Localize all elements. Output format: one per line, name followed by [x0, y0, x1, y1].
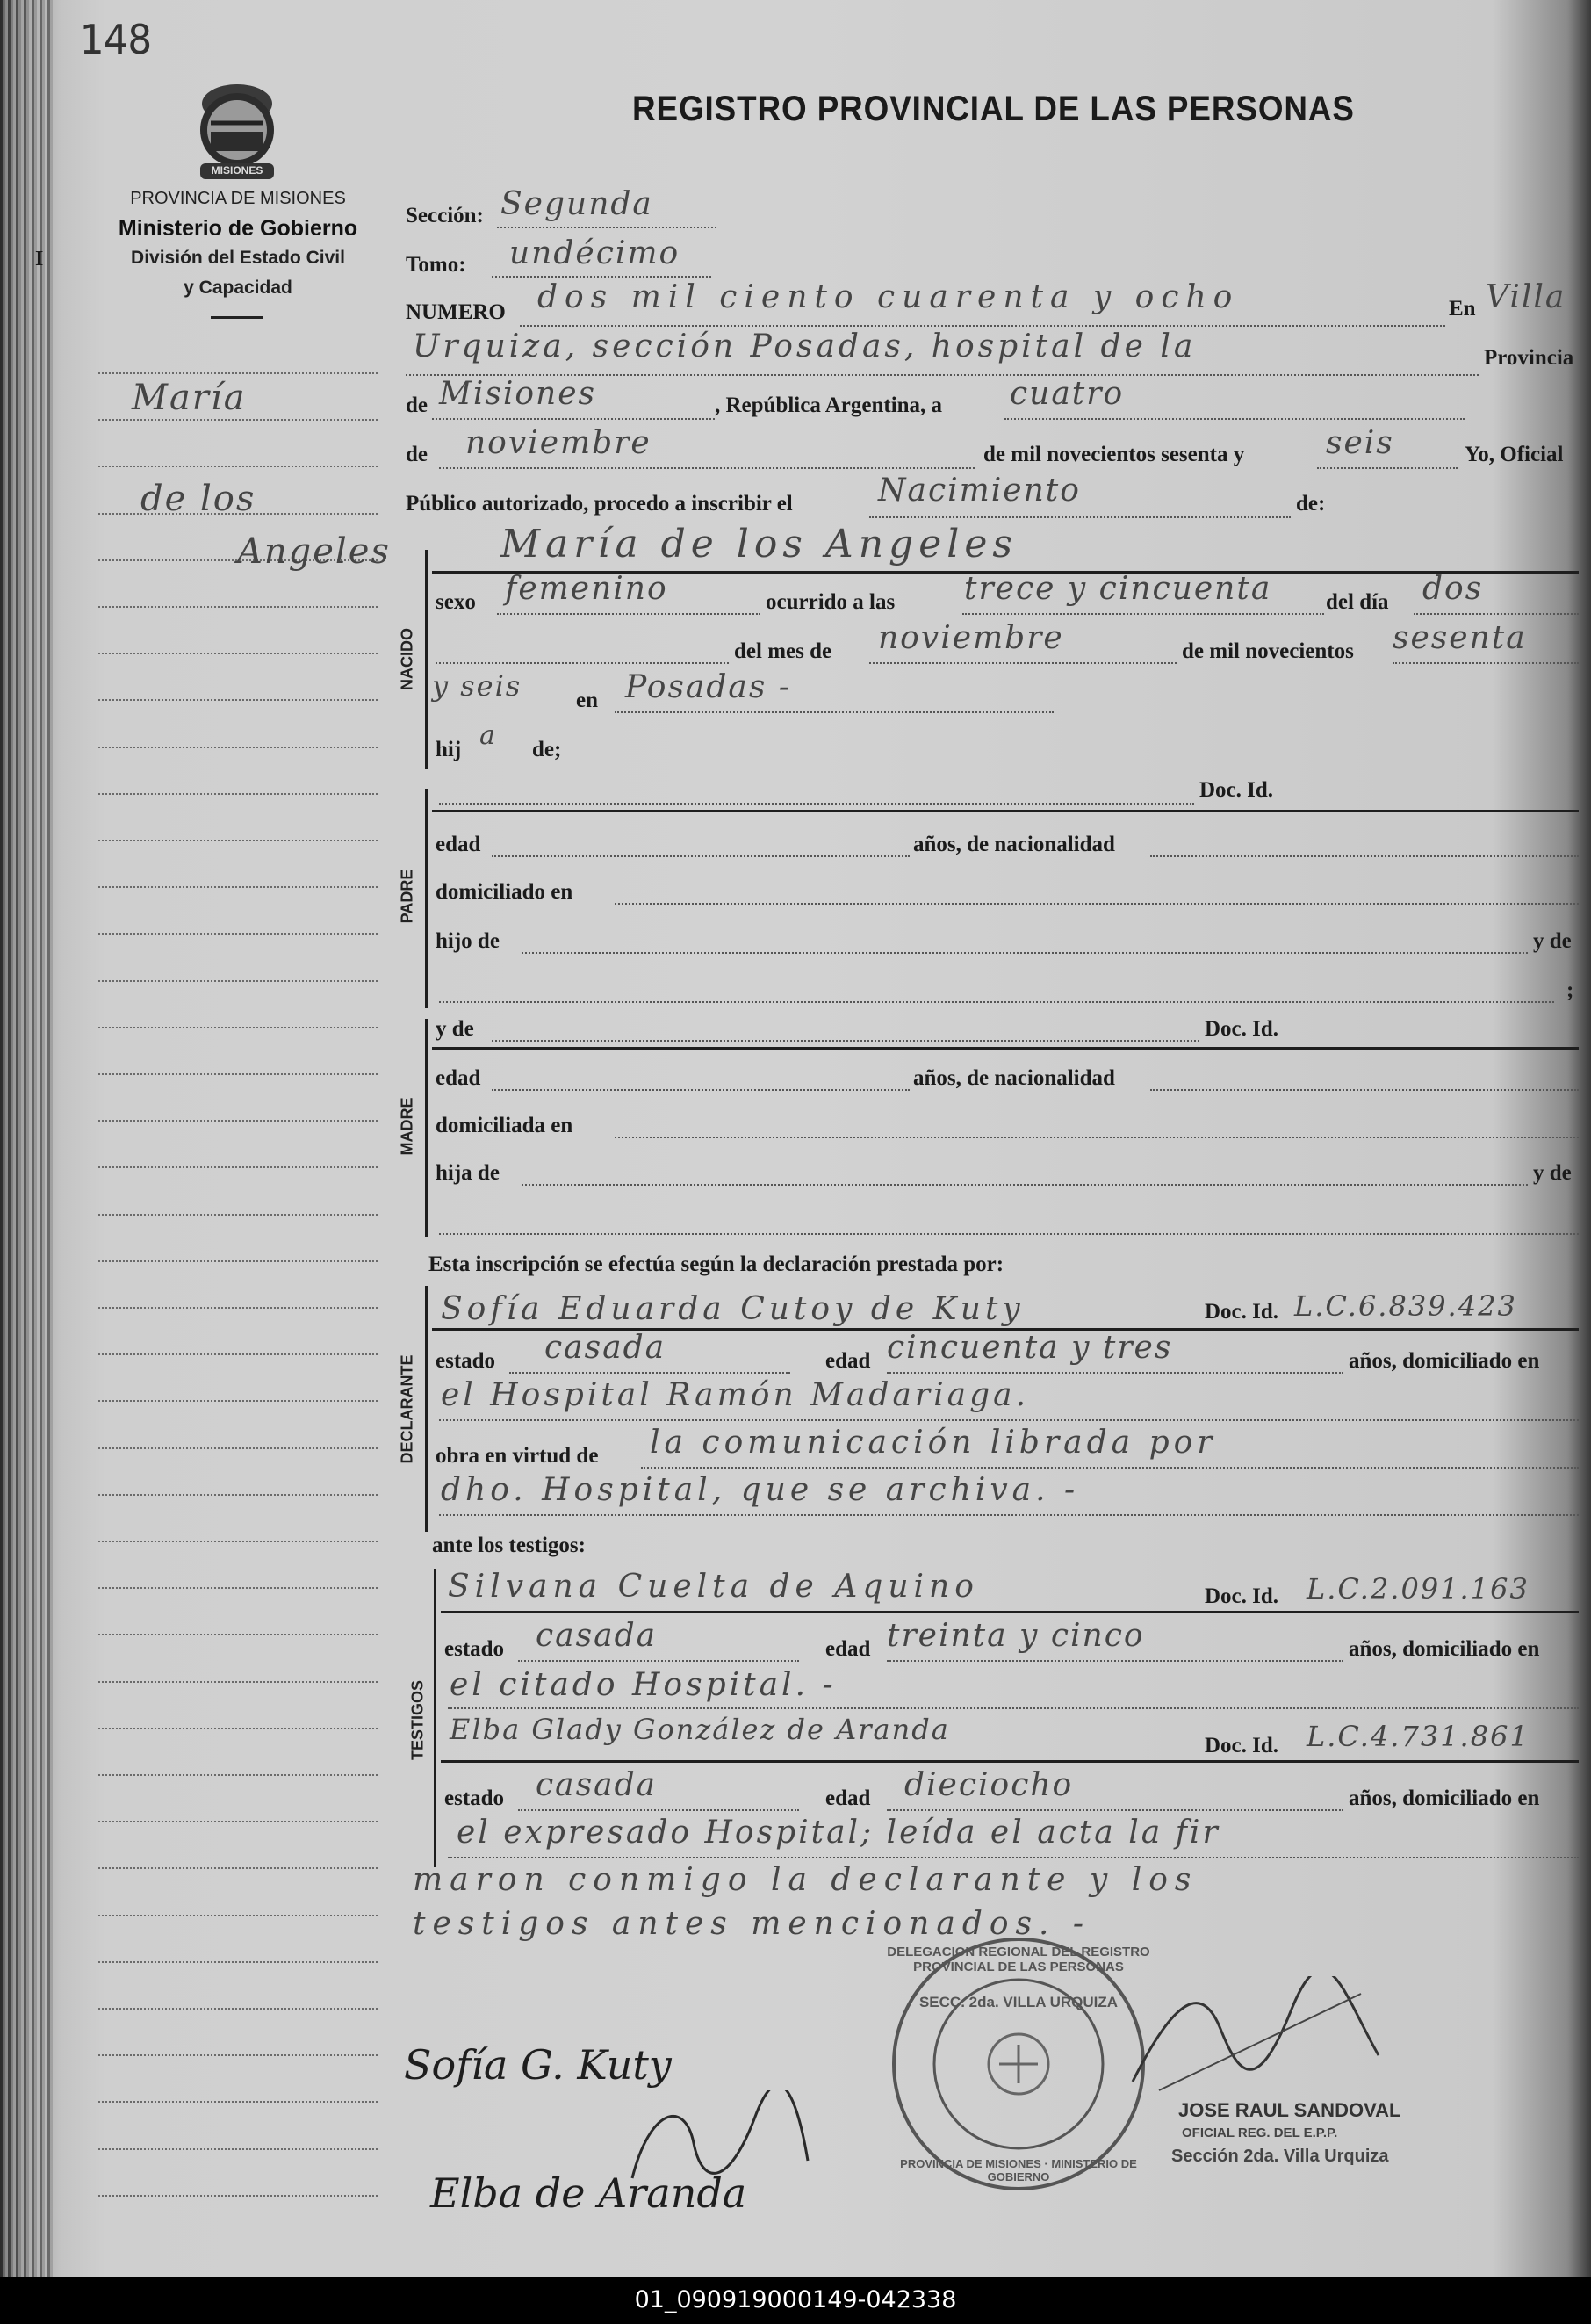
nombre-value: María de los Angeles: [500, 522, 1018, 567]
anio-nac2-value: y seis: [432, 669, 522, 703]
margin-ruled-line: [98, 1774, 378, 1776]
margin-ruled-line: [98, 2148, 378, 2150]
tomo-line: [492, 276, 711, 278]
declarante-rule: [425, 1286, 428, 1532]
testigo2-doc-label: Doc. Id.: [1205, 1734, 1279, 1757]
de2-label: de: [406, 443, 428, 466]
binding-edge: [0, 0, 54, 2277]
seal-label: MISIONES: [211, 164, 263, 177]
declarante-edad-label: edad: [825, 1349, 871, 1373]
madre-rule: [425, 1019, 428, 1237]
nacido-doc-label: Doc. Id.: [1199, 778, 1274, 802]
testigo1-dom-line: [448, 1707, 1579, 1709]
en2-label: en: [576, 689, 598, 712]
testigo2-nombre-value: Elba Glady González de Aranda: [450, 1713, 950, 1746]
division-label: División del Estado Civil: [131, 248, 345, 268]
acto-value: Nacimiento: [878, 473, 1081, 509]
province-label: PROVINCIA DE MISIONES: [130, 189, 346, 208]
de-semi-label: de;: [532, 738, 562, 761]
del-mes-label: del mes de: [734, 639, 832, 663]
obra-value-1: la comunicación librada por: [650, 1425, 1217, 1461]
madre-edad-line: [492, 1089, 910, 1091]
madre-name-line: [492, 1040, 1199, 1042]
acto-line: [869, 516, 1291, 518]
padre-hijo-line: [522, 952, 1528, 954]
dia-line: [1004, 418, 1465, 420]
mil-nov-label: de mil novecientos sesenta y: [983, 443, 1245, 466]
declarante-edad-value: cincuenta y tres: [887, 1330, 1173, 1366]
official-stamp: [887, 1932, 1150, 2196]
hijo-doc-line: [439, 803, 1194, 805]
lugar-nac-line: [615, 711, 1054, 713]
official-signature: [1124, 1976, 1387, 2108]
testigo1-doc-value: L.C.2.091.163: [1307, 1572, 1530, 1606]
declarante-anios-label: años, domiciliado en: [1349, 1349, 1540, 1373]
margin-ruled-line: [98, 1915, 378, 1916]
tomo-value: undécimo: [509, 235, 680, 271]
ante-testigos-label: ante los testigos:: [432, 1534, 586, 1557]
padre-y-de-label: y de: [1533, 929, 1572, 953]
margin-ruled-line: [98, 1821, 378, 1822]
margin-ruled-line: [98, 1494, 378, 1496]
margin-ruled-line: [98, 1073, 378, 1075]
margin-ruled-line: [98, 606, 378, 608]
cierre-line-1: maron conmigo la declarante y los: [413, 1862, 1199, 1898]
seccion-line: [497, 227, 716, 228]
margin-ruled-line: [98, 653, 378, 654]
testigo2-top-line: [441, 1760, 1579, 1763]
yo-oficial-label: Yo, Oficial: [1465, 443, 1564, 466]
provincia-line: [432, 418, 715, 420]
testigo2-estado-label: estado: [444, 1786, 505, 1810]
madre-y-de2-label: y de: [1533, 1161, 1572, 1185]
margin-ruled-line: [98, 793, 378, 795]
madre-doc-label: Doc. Id.: [1205, 1017, 1279, 1041]
margin-ruled-line: [98, 1353, 378, 1355]
margin-ruled-line: [98, 1027, 378, 1028]
margin-ruled-line: [98, 933, 378, 935]
mes-line: [439, 467, 975, 469]
declarante-estado-label: estado: [436, 1349, 496, 1373]
testigos-rule: [434, 1569, 436, 1867]
hora-line: [962, 613, 1324, 615]
testigo1-edad-line: [887, 1660, 1343, 1662]
margin-ruled-line: [98, 1120, 378, 1122]
margin-note-line1: María: [132, 378, 247, 418]
testigo2-dom-value: el expresado Hospital; leída el acta la fir: [457, 1815, 1220, 1851]
obra-value-2: dho. Hospital, que se archiva. -: [441, 1472, 1080, 1508]
margin-ruled-line: [98, 1260, 378, 1262]
madre-nac-line: [1150, 1089, 1579, 1091]
official-section: Sección 2da. Villa Urquiza: [1171, 2147, 1389, 2166]
provincia-label: Provincia: [1484, 346, 1574, 370]
padre-edad-line: [492, 855, 910, 857]
testigo2-dom-line: [448, 1857, 1579, 1858]
sexo-label: sexo: [436, 590, 476, 614]
stamp-bottom-text: PROVINCIA DE MISIONES · MINISTERIO DE GOBIERNO: [900, 2157, 1137, 2183]
mes-nac-line: [869, 662, 1177, 664]
dia-value: cuatro: [1010, 376, 1125, 412]
testigo2-anios-label: años, domiciliado en: [1349, 1786, 1540, 1810]
padre-nac-line: [1150, 855, 1579, 857]
testigo1-estado-label: estado: [444, 1637, 505, 1661]
madre-dom-label: domiciliada en: [436, 1114, 573, 1137]
cierre-line-2: testigos antes mencionados. -: [413, 1906, 1091, 1942]
margin-ruled-line: [98, 1166, 378, 1168]
mes-nac-value: noviembre: [878, 620, 1064, 656]
provincia-value: Misiones: [439, 376, 597, 412]
testigo1-nombre-value: Silvana Cuelta de Aquino: [448, 1569, 979, 1605]
padre-nac-label: años, de nacionalidad: [913, 833, 1115, 856]
padre-semicolon: ;: [1566, 978, 1574, 1002]
madre-hija-line: [522, 1184, 1528, 1186]
madre-hija-label: hija de: [436, 1161, 500, 1185]
header-divider: [211, 316, 263, 319]
mil-nov2-label: de mil novecientos: [1182, 639, 1354, 663]
de-label: de: [406, 393, 428, 417]
declaracion-label: Esta inscripción se efectúa según la declaración prestada por:: [428, 1252, 1004, 1276]
margin-ruled-line: [98, 2008, 378, 2010]
testigo2-doc-value: L.C.4.731.861: [1307, 1720, 1530, 1753]
sexo-line: [497, 613, 760, 615]
obra-line-1: [641, 1467, 1579, 1469]
margin-ruled-line: [98, 1961, 378, 1963]
declarante-doc-label: Doc. Id.: [1205, 1300, 1279, 1324]
declarante-estado-line: [509, 1372, 790, 1374]
margin-ruled-line: [98, 2195, 378, 2197]
declarante-edad-line: [887, 1372, 1343, 1374]
margin-ruled-line: [98, 980, 378, 982]
numero-line: [520, 325, 1445, 327]
margin-ruled-line: [98, 2101, 378, 2103]
seccion-value: Segunda: [500, 186, 653, 222]
del-dia-label: del día: [1326, 590, 1389, 614]
numero-label: NUMERO: [406, 300, 506, 324]
en-value: Villa: [1486, 279, 1566, 315]
hij-value: a: [479, 720, 497, 751]
page-title: REGISTRO PROVINCIAL DE LAS PERSONAS: [632, 90, 1355, 128]
testigo2-estado-value: casada: [536, 1767, 658, 1803]
nacido-side-label: NACIDO: [398, 628, 416, 690]
padre-side-label: PADRE: [398, 869, 416, 924]
margin-ruled-line: [98, 886, 378, 888]
margin-ruled-line: [98, 1214, 378, 1216]
mes-value: noviembre: [465, 425, 652, 461]
roman-numeral: I: [35, 248, 44, 271]
signature-testigo: Elba de Aranda: [430, 2169, 747, 2217]
testigos-side-label: TESTIGOS: [408, 1680, 427, 1761]
testigo1-dom-value: el citado Hospital. -: [450, 1667, 837, 1703]
margin-ruled-line: [98, 1307, 378, 1309]
declarante-side-label: DECLARANTE: [398, 1354, 416, 1464]
numero-value: dos mil ciento cuarenta y ocho: [537, 279, 1240, 315]
obra-line-2: [439, 1514, 1579, 1516]
nacido-bottom-line: [432, 810, 1579, 812]
sexo-value: femenino: [505, 571, 668, 607]
signature-declarante: Sofía G. Kuty: [404, 2041, 672, 2089]
declarante-estado-value: casada: [544, 1330, 666, 1366]
anio-nac1-value: sesenta: [1393, 620, 1527, 656]
madre-y-de-label: y de: [436, 1017, 474, 1041]
margin-ruled-line: [98, 1867, 378, 1869]
hij-label: hij: [436, 738, 462, 761]
padre-dom-label: domiciliado en: [436, 880, 573, 904]
en-label: En: [1449, 297, 1476, 321]
coat-of-arms-icon: [184, 69, 290, 191]
padre-extra-line: [439, 1001, 1554, 1003]
lugar-value: Urquiza, sección Posadas, hospital de la: [413, 328, 1197, 364]
padre-edad-label: edad: [436, 833, 481, 856]
declarante-nombre-value: Sofía Eduarda Cutoy de Kuty: [441, 1291, 1025, 1327]
footer-code: 01_090919000149-042338: [0, 2277, 1591, 2324]
margin-ruled-line: [98, 1400, 378, 1402]
testigo2-estado-line: [518, 1809, 799, 1811]
division-label-2: y Capacidad: [184, 278, 292, 298]
tomo-label: Tomo:: [406, 253, 466, 277]
madre-side-label: MADRE: [398, 1097, 416, 1156]
testigo1-doc-label: Doc. Id.: [1205, 1584, 1279, 1608]
testigo1-top-line: [441, 1611, 1579, 1613]
margin-ruled-line: [98, 2054, 378, 2056]
testigo1-edad-value: treinta y cinco: [887, 1618, 1145, 1654]
testigo1-estado-line: [518, 1660, 799, 1662]
margin-ruled-line: [98, 1634, 378, 1635]
testigo2-edad-value: dieciocho: [904, 1767, 1074, 1803]
official-name: JOSE RAUL SANDOVAL: [1178, 2099, 1401, 2121]
dia-nac-value: dos: [1422, 571, 1484, 607]
margin-ruled-line: [98, 840, 378, 841]
anio-nac1-line: [1393, 662, 1579, 664]
anio-value: seis: [1326, 425, 1394, 461]
blank-line: [436, 662, 729, 664]
ministry-label: Ministerio de Gobierno: [118, 216, 358, 241]
madre-edad-label: edad: [436, 1066, 481, 1090]
hora-value: trece y cincuenta: [964, 571, 1272, 607]
margin-note-line2: de los: [140, 479, 256, 519]
declarante-dom-line: [439, 1419, 1579, 1421]
margin-ruled-line: [98, 419, 378, 421]
padre-hijo-label: hijo de: [436, 929, 500, 953]
publico-label: Público autorizado, procedo a inscribir el: [406, 492, 793, 516]
testigo2-edad-line: [887, 1809, 1343, 1811]
margin-ruled-line: [98, 747, 378, 748]
padre-rule: [425, 789, 428, 1008]
ocurrido-label: ocurrido a las: [766, 590, 896, 614]
stamp-ring-text: DELEGACION REGIONAL DEL REGISTRO PROVINCIAL DE LAS PERSONAS: [887, 1945, 1150, 1974]
de-colon-label: de:: [1296, 492, 1326, 516]
margin-note-line3: Angeles: [237, 531, 391, 572]
margin-ruled-line: [98, 1681, 378, 1683]
margin-ruled-line: [98, 1447, 378, 1449]
declarante-doc-value: L.C.6.839.423: [1294, 1289, 1517, 1323]
seccion-label: Sección:: [406, 204, 484, 227]
lugar-nac-value: Posadas -: [625, 669, 791, 705]
padre-dom-line: [615, 903, 1579, 905]
margin-ruled-line: [98, 699, 378, 701]
madre-extra-line: [439, 1233, 1579, 1235]
nacido-rule: [425, 550, 428, 769]
obra-label: obra en virtud de: [436, 1444, 599, 1468]
madre-nac-label: años, de nacionalidad: [913, 1066, 1115, 1090]
republica-label: , República Argentina, a: [715, 393, 943, 417]
margin-ruled-line: [98, 372, 378, 374]
anio-line: [1317, 467, 1458, 469]
testigo1-edad-label: edad: [825, 1637, 871, 1661]
declarante-dom-value: el Hospital Ramón Madariaga.: [441, 1377, 1030, 1413]
margin-ruled-line: [98, 1587, 378, 1589]
dia-nac-line: [1414, 613, 1579, 615]
folio-number: 148: [79, 16, 153, 63]
testigo2-edad-label: edad: [825, 1786, 871, 1810]
margin-ruled-line: [98, 466, 378, 467]
margin-ruled-line: [98, 1728, 378, 1729]
margin-ruled-line: [98, 1541, 378, 1542]
official-title: OFICIAL REG. DEL E.P.P.: [1182, 2126, 1338, 2140]
testigo1-anios-label: años, domiciliado en: [1349, 1637, 1540, 1661]
stamp-inner-text: SECC. 2da. VILLA URQUIZA: [918, 1994, 1119, 2010]
madre-top-line: [432, 1047, 1579, 1050]
madre-dom-line: [615, 1137, 1579, 1138]
testigo1-estado-value: casada: [536, 1618, 658, 1654]
